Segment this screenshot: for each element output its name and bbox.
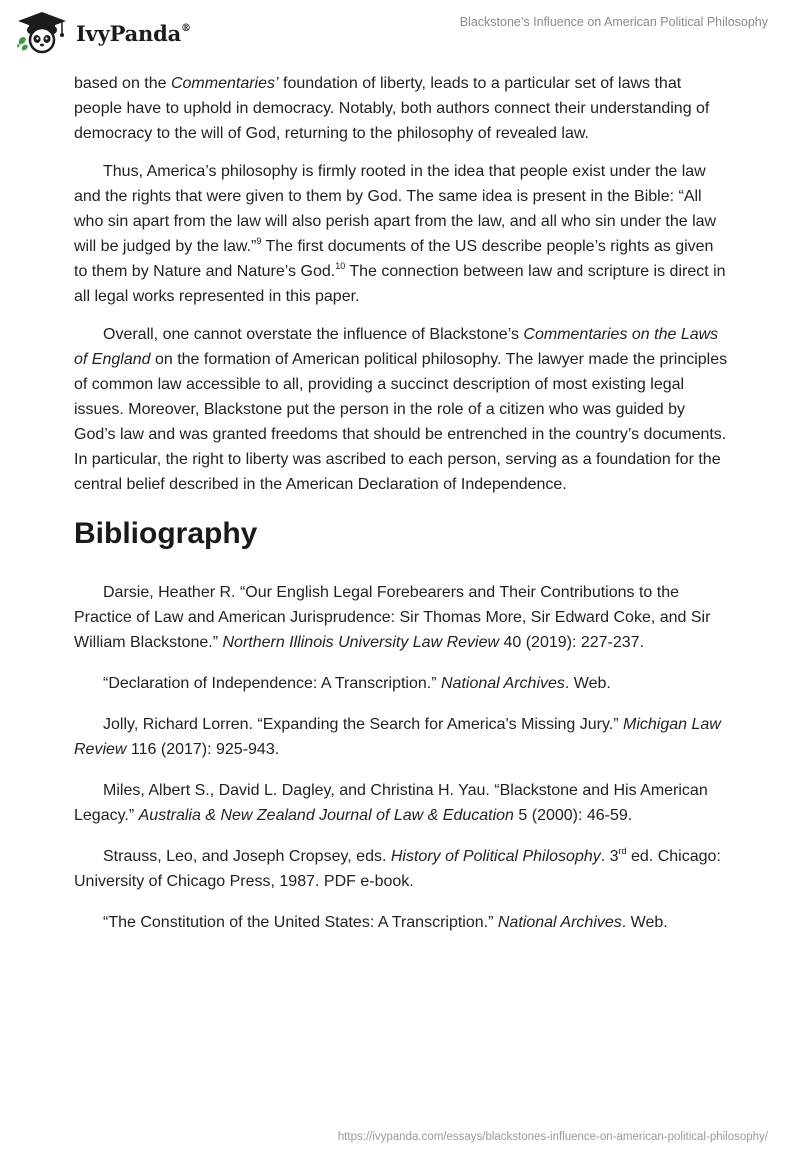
italic-title: National Archives bbox=[497, 914, 622, 931]
footnote-marker[interactable]: 9 bbox=[256, 235, 262, 246]
paragraph-continuation bbox=[74, 71, 730, 146]
page-header bbox=[0, 0, 800, 64]
bibliography-heading: Bibliography bbox=[74, 517, 258, 550]
footnote-marker[interactable]: 10 bbox=[335, 260, 346, 271]
logo-wordmark bbox=[76, 21, 191, 46]
text-run: “The Constitution of the United States: A Transcription.” bbox=[103, 914, 498, 931]
italic-title: Commentaries’ bbox=[170, 75, 279, 92]
text-run: based on the bbox=[74, 75, 171, 92]
text-run: “Declaration of Independence: A Transcription.” bbox=[103, 675, 441, 692]
source-url[interactable]: https://ivypanda.com/essays/blackstones-influence-on-american-political-philosophy/ bbox=[337, 1131, 768, 1143]
text-run: Overall, one cannot overstate the influence of Blackstone’s bbox=[103, 326, 524, 343]
text-run: Thus, America’s philosophy is firmly rooted in the idea that people exist under the law and the rights that were given to them by God. The same idea is present in the Bible: “All who sin apart from the law will also perish apart from the law, and all who sin under the law will be judged by the law.” bbox=[74, 163, 717, 255]
bibliography-entry bbox=[74, 778, 730, 828]
ordinal-suffix: rd bbox=[618, 845, 627, 856]
essay-body bbox=[74, 71, 730, 951]
bibliography-entry bbox=[74, 910, 730, 935]
italic-title: National Archives bbox=[440, 675, 565, 692]
italic-title: Commentaries on the Laws of England bbox=[74, 326, 719, 368]
ivypanda-logo[interactable] bbox=[14, 10, 191, 54]
ivypanda-logo-icon bbox=[14, 10, 70, 54]
document-title: Blackstone’s Influence on American Political Philosophy bbox=[459, 15, 768, 29]
text-run: 40 (2019): 227-237. bbox=[499, 634, 645, 651]
text-run: . Web. bbox=[564, 675, 611, 692]
italic-title: Northern Illinois University Law Review bbox=[222, 634, 500, 651]
bibliography-list bbox=[74, 580, 730, 935]
bibliography-entry bbox=[74, 671, 730, 696]
bibliography-entry bbox=[74, 844, 730, 894]
text-run: . Web. bbox=[621, 914, 668, 931]
text-run: Jolly, Richard Lorren. “Expanding the Search for America's Missing Jury.” bbox=[103, 716, 623, 733]
text-run: foundation of liberty, leads to a particular set of laws that people have to uphold in democracy. Notably, both authors connect their understanding of democracy to the will of God, returning to the philosophy of revealed law. bbox=[74, 75, 710, 142]
text-run: on the formation of American political philosophy. The lawyer made the principles of common law accessible to all, providing a succinct description of most existing legal issues. Moreover, Blackstone put the person in the role of a citizen who was guided by God’s law and was granted freedoms that should be entrenched in the country’s documents. In particular, the right to liberty was ascribed to each person, serving as a foundation for the central belief described in the American Declaration of Independence. bbox=[74, 351, 728, 493]
logo-name: IvyPanda bbox=[76, 20, 182, 46]
text-run: The connection between law and scripture is direct in all legal works represented in this paper. bbox=[74, 263, 726, 305]
text-run: Strauss, Leo, and Joseph Cropsey, eds. bbox=[103, 848, 391, 865]
bibliography-entry bbox=[74, 580, 730, 655]
paragraph-conclusion bbox=[74, 322, 730, 497]
text-run: Darsie, Heather R. “Our English Legal Forebearers and Their Contributions to the Practice of Law and American Jurisprudence: Sir Thomas More, Sir Edward Coke, and Sir William Blackstone.” bbox=[74, 584, 711, 651]
text-run: ed. Chicago: University of Chicago Press, 1987. PDF e-book. bbox=[74, 848, 721, 890]
text-run: Miles, Albert S., David L. Dagley, and Christina H. Yau. “Blackstone and His American Legacy.” bbox=[74, 782, 708, 824]
paragraph-scripture bbox=[74, 159, 730, 309]
italic-title: History of Political Philosophy bbox=[390, 848, 601, 865]
text-run: The first documents of the US describe people’s rights as given to them by Nature and Nature’s God. bbox=[74, 238, 714, 280]
logo-registered-mark: ® bbox=[181, 22, 191, 34]
italic-title: Australia & New Zealand Journal of Law & Education bbox=[138, 807, 514, 824]
text-run: 116 (2017): 925-943. bbox=[126, 741, 280, 758]
italic-title: Michigan Law Review bbox=[74, 716, 721, 758]
text-run: 5 (2000): 46-59. bbox=[513, 807, 633, 824]
text-run: . 3 bbox=[600, 848, 619, 865]
bibliography-entry bbox=[74, 712, 730, 762]
